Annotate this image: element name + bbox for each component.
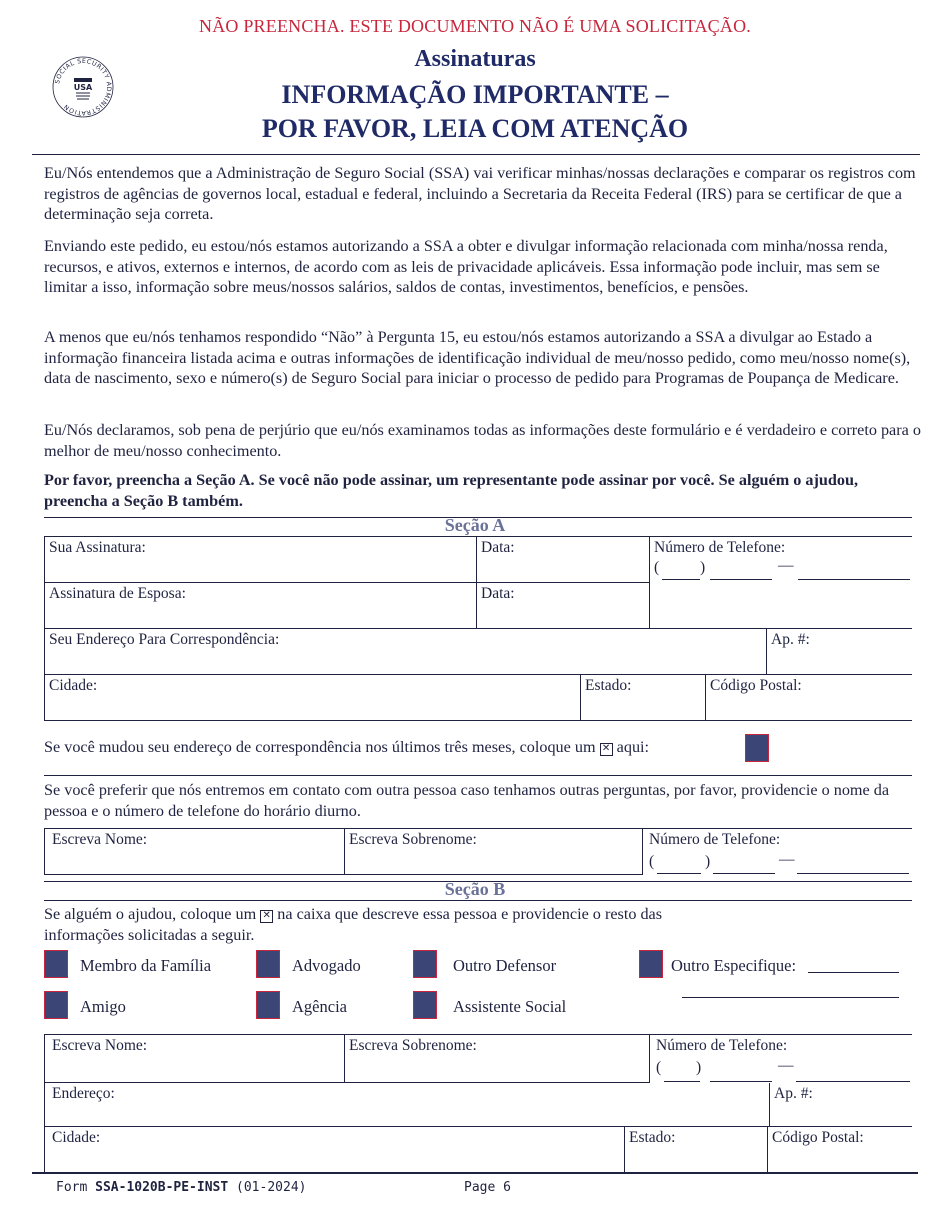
other-specify-label: Outro Especifique: [671,956,797,975]
zip-label: Código Postal: [710,677,802,694]
important-info-heading: INFORMAÇÃO IMPORTANTE – [281,80,669,109]
address-change-suffix: aqui: [616,738,650,756]
friend-checkbox[interactable] [44,991,68,1019]
lawyer-checkbox[interactable] [256,950,280,978]
contact-person-text: Se você preferir que nós entremos em contato com outra pessoa caso tenhamos outras perguntas, por favor, providencie o nome da pessoa e o número de telefone do horário diurno. [44,781,890,820]
form-label: Form [56,1180,88,1195]
contact-phone-number-line [797,873,909,874]
contact-phone-area-line [657,873,701,874]
phone-paren-close: ) [700,559,706,576]
contact-phone-dash: — [779,851,795,868]
phone-field[interactable] [649,537,912,583]
helper-phone-label: Número de Telefone: [656,1037,788,1054]
address-change-text [44,738,649,757]
section-b-intro-line2: informações solicitadas a seguir. [44,926,255,944]
helper-phone-prefix-line [710,1081,772,1082]
friend-label: Amigo [80,997,126,1016]
contact-divider [44,775,912,776]
other-specify-checkbox[interactable] [639,950,663,978]
family-member-label: Membro da Família [80,956,212,975]
contact-phone-paren-close: ) [705,853,711,870]
paragraph-authorization: Enviando este pedido, eu estou/nós estamos autorizando a SSA a obter e divulgar informação relacionada com minha/nossa renda, recursos, e ativos, externos e internos, de acordo com as leis de privacidade aplicáveis. Essa informação pode incluir, mas sem se limitar a isso, informação sobre meus/nossos salários, saldos de contas, investimentos, benefícios, e pensões. [44,237,888,297]
phone-paren-open: ( [654,559,660,576]
zip-field[interactable] [705,675,912,721]
spouse-signature-field[interactable] [44,583,476,629]
helper-first-name-field[interactable] [44,1035,344,1083]
contact-first-name-label: Escreva Nome: [52,831,148,848]
spouse-phone-field[interactable] [649,583,912,629]
contact-phone-field[interactable] [642,829,912,875]
helper-zip-label: Código Postal: [772,1129,864,1146]
apt-field[interactable] [766,629,912,675]
paragraph-instructions: Por favor, preencha a Seção A. Se você não pode assinar, um representante pode assinar por você. Se alguém o ajudou, preencha a Seção B também. [44,471,859,510]
spouse-signature-label: Assinatura de Esposa: [49,585,186,602]
section-b-heading: Seção B [444,879,506,899]
phone-area-line [662,579,700,580]
helper-address-label: Endereço: [52,1085,115,1102]
helper-city-field[interactable] [44,1127,624,1173]
other-advocate-label: Outro Defensor [453,956,557,975]
social-worker-checkbox[interactable] [413,991,437,1019]
helper-phone-area-line [664,1081,700,1082]
spouse-date-label: Data: [481,585,515,602]
agency-checkbox[interactable] [256,991,280,1019]
section-a-heading: Seção A [444,515,506,535]
section-b-intro-start: Se alguém o ajudou, coloque um [44,905,257,923]
helper-phone-field[interactable] [649,1035,912,1083]
phone-label: Número de Telefone: [654,539,786,556]
contact-phone-label: Número de Telefone: [649,831,781,848]
other-advocate-checkbox[interactable] [413,950,437,978]
checkmark-x-icon: ✕ [260,910,273,923]
phone-dash: — [778,557,794,574]
social-worker-label: Assistente Social [453,997,567,1016]
paragraph-verification: Eu/Nós entendemos que a Administração de Seguro Social (SSA) vai verificar minhas/nossas declarações e comparar os registros com registros de agências de governos local, estadual e federal, incluindo a Secretaria da Receita Federal (IRS) para se certificar de que a determinação seja correta. [44,164,916,224]
your-signature-field[interactable] [44,537,476,583]
section-b-rule [44,900,912,901]
family-member-checkbox[interactable] [44,950,68,978]
contact-last-name-label: Escreva Sobrenome: [349,831,477,848]
helper-zip-field[interactable] [767,1127,912,1173]
helper-city-label: Cidade: [52,1129,101,1146]
helper-first-name-label: Escreva Nome: [52,1037,148,1054]
form-number [56,1180,306,1195]
state-label: Estado: [585,677,632,694]
phone-number-line [798,579,910,580]
helper-apt-field[interactable] [769,1083,912,1127]
your-signature-label: Sua Assinatura: [49,539,146,556]
paragraph-state-disclosure: A menos que eu/nós tenhamos respondido “Não” à Pergunta 15, eu estou/nós estamos autorizando a SSA a divulgar ao Estado a informação financeira listada acima e outras informações de identificação individual de meu/nosso pedido, como meu/nosso nome(s), data de nascimento, sexo e número(s) de Seguro Social para iniciar o processo de pedido para Programas de Poupança de Medicare. [44,328,911,388]
mailing-address-field[interactable] [44,629,766,675]
address-changed-checkbox[interactable] [745,734,769,762]
date-label: Data: [481,539,515,556]
city-label: Cidade: [49,677,98,694]
footer-rule [32,1172,918,1174]
helper-last-name-label: Escreva Sobrenome: [349,1037,477,1054]
read-carefully-heading: POR FAVOR, LEIA COM ATENÇÃO [261,114,689,143]
page-number: Page 6 [464,1180,511,1195]
lawyer-label: Advogado [292,956,361,975]
spouse-date-field[interactable] [476,583,649,629]
helper-phone-paren-close: ) [696,1059,702,1076]
helper-apt-label: Ap. #: [774,1085,813,1102]
state-field[interactable] [580,675,705,721]
helper-phone-dash: — [778,1057,794,1074]
apt-label: Ap. #: [771,631,810,648]
helper-state-label: Estado: [629,1129,676,1146]
signature-date-field[interactable] [476,537,649,583]
helper-last-name-field[interactable] [344,1035,649,1083]
header-divider [32,154,920,155]
city-field[interactable] [44,675,580,721]
contact-first-name-field[interactable] [44,829,344,875]
address-change-prompt: Se você mudou seu endereço de correspondência nos últimos três meses, coloque um [44,738,596,756]
helper-phone-number-line [796,1081,910,1082]
logo-usa-text: USA [73,83,93,92]
contact-phone-prefix-line [713,873,775,874]
section-b-intro-end: na caixa que descreve essa pessoa e providencie o resto das [277,905,663,923]
other-specify-line[interactable] [808,972,899,973]
agency-label: Agência [292,997,347,1016]
checkmark-x-icon: ✕ [600,743,613,756]
form-id: SSA-1020B-PE-INST [95,1180,229,1195]
section-b-intro [44,904,662,946]
contact-phone-paren-open: ( [649,853,655,870]
helper-state-field[interactable] [624,1127,767,1173]
page-title: Assinaturas [414,46,536,72]
form-edition: (01-2024) [236,1180,307,1195]
mailing-address-label: Seu Endereço Para Correspondência: [49,631,280,648]
logo-ring-text: SOCIAL SECURITY ADMINISTRATION [54,57,113,117]
do-not-fill-warning: NÃO PREENCHA. ESTE DOCUMENTO NÃO É UMA SOLICITAÇÃO. [199,16,751,36]
phone-prefix-line [710,579,772,580]
paragraph-perjury: Eu/Nós declaramos, sob pena de perjúrio que eu/nós examinamos todas as informações deste formulário e é verdadeiro e correto para o melhor de meu/nosso conhecimento. [44,421,921,460]
helper-phone-paren-open: ( [656,1059,662,1076]
other-specify-line-2[interactable] [682,997,899,998]
helper-address-field[interactable] [44,1083,769,1127]
contact-last-name-field[interactable] [344,829,642,875]
